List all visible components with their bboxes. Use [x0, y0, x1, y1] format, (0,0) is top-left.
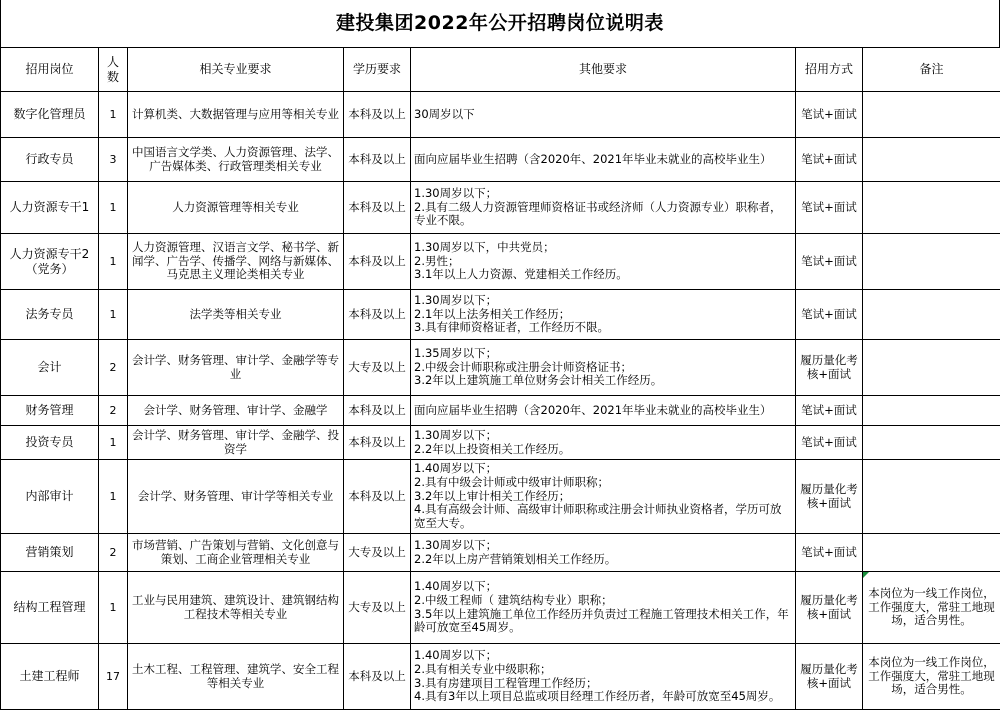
- cell-notes: [863, 138, 1000, 182]
- cell-position: 法务专员: [1, 290, 99, 340]
- header-method: 招用方式: [796, 48, 863, 92]
- cell-notes: 本岗位为一线工作岗位，工作强度大，常驻工地现场，适合男性。: [863, 572, 1000, 644]
- header-education: 学历要求: [344, 48, 411, 92]
- cell-major: 土木工程、工程管理、建筑学、安全工程等相关专业: [128, 644, 344, 710]
- cell-notes: [863, 182, 1000, 234]
- table-row: [1, 426, 1000, 460]
- cell-other-requirements: [411, 290, 796, 340]
- requirement-line: 1.40周岁以下；: [414, 461, 498, 475]
- cell-education: 本科及以上: [344, 138, 411, 182]
- table-row: [1, 572, 1000, 644]
- cell-count: 2: [99, 396, 128, 426]
- positions-table: [0, 47, 1000, 710]
- requirement-line: 2.1年以上法务相关工作经历；: [414, 306, 571, 321]
- requirement-line: 1.30周岁以下；: [414, 537, 498, 552]
- header-count: 人数: [99, 48, 128, 92]
- cell-count: 17: [99, 644, 128, 710]
- comment-marker-icon: [863, 572, 869, 578]
- cell-notes: [863, 426, 1000, 460]
- cell-other-requirements: [411, 426, 796, 460]
- cell-other-requirements: [411, 644, 796, 710]
- cell-other-requirements: [411, 572, 796, 644]
- cell-method: 履历量化考核+面试: [796, 340, 863, 396]
- requirement-line: 3.具有房建项目工程管理工作经历；: [414, 675, 598, 690]
- cell-position: 财务管理: [1, 396, 99, 426]
- header-other: 其他要求: [411, 48, 796, 92]
- table-row: [1, 290, 1000, 340]
- cell-education: 本科及以上: [344, 92, 411, 138]
- cell-education: 本科及以上: [344, 460, 411, 534]
- requirement-line: 1.30周岁以下，中共党员；: [414, 239, 555, 254]
- requirement-line: 3.5年以上建筑施工单位工作经历并负责过工程施工管理技术相关工作，年龄可放宽至45周岁。: [414, 606, 789, 635]
- table-row: [1, 534, 1000, 572]
- requirement-line: 3.1年以上人力资源、党建相关工作经历。: [414, 267, 628, 282]
- cell-education: 大专及以上: [344, 572, 411, 644]
- cell-position: 会计: [1, 340, 99, 396]
- requirement-line: 30周岁以下: [414, 106, 475, 121]
- cell-notes: [863, 92, 1000, 138]
- cell-count: 1: [99, 92, 128, 138]
- cell-major: 法学类等相关专业: [128, 290, 344, 340]
- requirement-line: 2.男性；: [414, 253, 460, 268]
- cell-count: 3: [99, 138, 128, 182]
- table-row: [1, 182, 1000, 234]
- cell-count: 1: [99, 426, 128, 460]
- requirement-line: 1.30周岁以下；: [414, 427, 498, 442]
- cell-major: 工业与民用建筑、建筑设计、建筑钢结构工程技术等相关专业: [128, 572, 344, 644]
- requirement-line: 1.30周岁以下；: [414, 185, 498, 200]
- cell-other-requirements: [411, 340, 796, 396]
- cell-method: 履历量化考核+面试: [796, 460, 863, 534]
- requirement-line: 2.具有中级会计师或中级审计师职称；: [414, 474, 609, 489]
- requirement-line: 2.中级工程师（ 建筑结构专业）职称；: [414, 592, 613, 607]
- table-row: [1, 340, 1000, 396]
- cell-count: 1: [99, 572, 128, 644]
- cell-method: 笔试+面试: [796, 182, 863, 234]
- cell-method: 笔试+面试: [796, 290, 863, 340]
- cell-method: 笔试+面试: [796, 396, 863, 426]
- table-row: [1, 644, 1000, 710]
- cell-position: 人力资源专干1: [1, 182, 99, 234]
- cell-other-requirements: [411, 182, 796, 234]
- requirement-line: 2.2年以上房产营销策划相关工作经历。: [414, 551, 617, 566]
- cell-education: 本科及以上: [344, 182, 411, 234]
- cell-method: 笔试+面试: [796, 92, 863, 138]
- cell-other-requirements: [411, 234, 796, 290]
- cell-count: 1: [99, 234, 128, 290]
- header-major: 相关专业要求: [128, 48, 344, 92]
- cell-other-requirements: [411, 92, 796, 138]
- cell-notes: 本岗位为一线工作岗位，工作强度大，常驻工地现场，适合男性。: [863, 644, 1000, 710]
- cell-major: 人力资源管理、汉语言文学、秘书学、新闻学、广告学、传播学、网络与新媒体、马克思主义理论类相关专业: [128, 234, 344, 290]
- cell-method: 笔试+面试: [796, 138, 863, 182]
- requirement-line: 面向应届毕业生招聘（含2020年、2021年毕业未就业的高校毕业生）: [414, 402, 772, 417]
- table-row: [1, 460, 1000, 534]
- table-row: [1, 396, 1000, 426]
- cell-method: 笔试+面试: [796, 534, 863, 572]
- cell-notes: [863, 340, 1000, 396]
- cell-major: 计算机类、大数据管理与应用等相关专业: [128, 92, 344, 138]
- cell-count: 1: [99, 460, 128, 534]
- cell-position: 行政专员: [1, 138, 99, 182]
- header-notes: 备注: [863, 48, 1000, 92]
- cell-method: 笔试+面试: [796, 234, 863, 290]
- cell-other-requirements: [411, 460, 796, 534]
- cell-other-requirements: [411, 534, 796, 572]
- cell-major: 会计学、财务管理、审计学、金融学、投资学: [128, 426, 344, 460]
- cell-education: 大专及以上: [344, 534, 411, 572]
- requirement-line: 3.2年以上审计相关工作经历；: [414, 488, 571, 503]
- requirement-line: 3.2年以上建筑施工单位财务会计相关工作经历。: [414, 373, 663, 388]
- requirement-line: 2.2年以上投资相关工作经历。: [414, 441, 571, 456]
- requirement-line: 面向应届毕业生招聘（含2020年、2021年毕业未就业的高校毕业生）: [414, 151, 772, 166]
- cell-major: 中国语言文学类、人力资源管理、法学、广告媒体类、行政管理类相关专业: [128, 138, 344, 182]
- cell-major: 人力资源管理等相关专业: [128, 182, 344, 234]
- cell-major: 会计学、财务管理、审计学、金融学等专业: [128, 340, 344, 396]
- cell-position: 结构工程管理: [1, 572, 99, 644]
- requirement-line: 1.30周岁以下；: [414, 292, 498, 307]
- cell-major: 市场营销、广告策划与营销、文化创意与策划、工商企业管理相关专业: [128, 534, 344, 572]
- header-row: [1, 48, 1000, 92]
- cell-education: 本科及以上: [344, 396, 411, 426]
- cell-position: 投资专员: [1, 426, 99, 460]
- requirement-line: 1.35周岁以下；: [414, 345, 498, 360]
- cell-position: 人力资源专干2（党务）: [1, 234, 99, 290]
- requirement-line: 2.具有二级人力资源管理师资格证书或经济师（人力资源专业）职称者，专业不限。: [414, 199, 782, 228]
- cell-other-requirements: [411, 138, 796, 182]
- cell-education: 本科及以上: [344, 644, 411, 710]
- cell-notes: [863, 234, 1000, 290]
- requirement-line: 4.具有3年以上项目总监或项目经理工作经历者，年龄可放宽至45周岁。: [414, 689, 781, 704]
- cell-notes: [863, 396, 1000, 426]
- cell-position: 营销策划: [1, 534, 99, 572]
- cell-count: 2: [99, 340, 128, 396]
- cell-education: 大专及以上: [344, 340, 411, 396]
- table-row: [1, 92, 1000, 138]
- cell-education: 本科及以上: [344, 234, 411, 290]
- cell-notes: [863, 534, 1000, 572]
- cell-count: 2: [99, 534, 128, 572]
- table-row: [1, 234, 1000, 290]
- cell-other-requirements: [411, 396, 796, 426]
- cell-count: 1: [99, 290, 128, 340]
- cell-position: 土建工程师: [1, 644, 99, 710]
- cell-count: 1: [99, 182, 128, 234]
- requirement-line: 2.中级会计师职称或注册会计师资格证书；: [414, 359, 632, 374]
- requirement-line: 1.40周岁以下；: [414, 578, 498, 593]
- cell-education: 本科及以上: [344, 426, 411, 460]
- cell-major: 会计学、财务管理、审计学、金融学: [128, 396, 344, 426]
- cell-position: 内部审计: [1, 460, 99, 534]
- cell-method: 履历量化考核+面试: [796, 572, 863, 644]
- requirement-line: 1.40周岁以下；: [414, 647, 498, 662]
- requirement-line: 4.具有高级会计师、高级审计师职称或注册会计师执业资格者，学历可放宽至大专。: [414, 502, 782, 531]
- requirement-line: 3.具有律师资格证者，工作经历不限。: [414, 320, 609, 335]
- cell-education: 本科及以上: [344, 290, 411, 340]
- cell-notes: [863, 290, 1000, 340]
- cell-method: 笔试+面试: [796, 426, 863, 460]
- cell-position: 数字化管理员: [1, 92, 99, 138]
- table-row: [1, 138, 1000, 182]
- page-title: 建投集团2022年公开招聘岗位说明表: [0, 0, 1000, 47]
- cell-method: 履历量化考核+面试: [796, 644, 863, 710]
- requirement-line: 2.具有相关专业中级职称；: [414, 661, 552, 676]
- cell-notes: [863, 460, 1000, 534]
- header-position: 招用岗位: [1, 48, 99, 92]
- cell-major: 会计学、财务管理、审计学等相关专业: [128, 460, 344, 534]
